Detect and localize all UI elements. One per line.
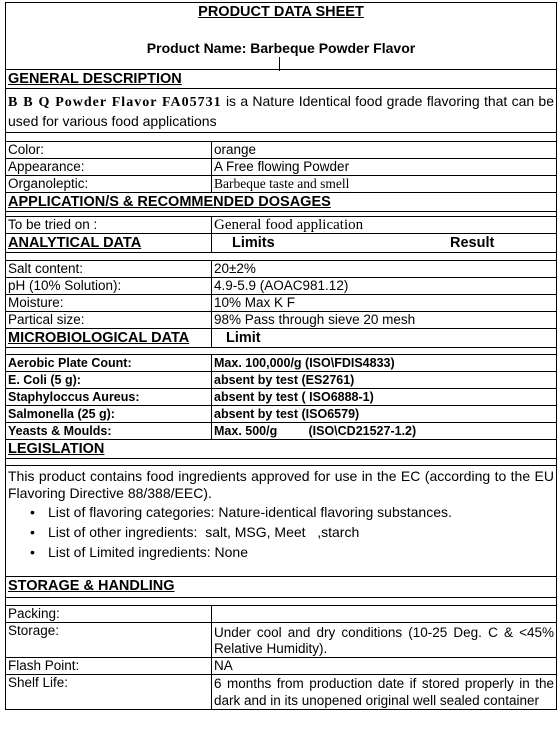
table-row — [6, 623, 557, 658]
row-label: Color: — [6, 142, 212, 159]
table-row — [6, 261, 557, 278]
row-value: Max. 500/g (ISO\CD21527-1.2) — [212, 423, 557, 440]
legislation-row — [6, 466, 557, 577]
row-label: pH (10% Solution): — [6, 278, 212, 295]
row-label: Partical size: — [6, 312, 212, 329]
general-description-text: is a Nature Identical food grade flavoring that can be used for various food applications — [8, 93, 554, 129]
row-label: Yeasts & Moulds: — [6, 423, 212, 440]
legislation-list — [8, 502, 554, 562]
section-heading-analytical: ANALYTICAL DATA — [6, 234, 212, 253]
row-value: General food application — [212, 217, 557, 234]
section-general-heading-row — [6, 70, 557, 89]
spacer-row — [6, 253, 557, 261]
section-heading-legislation: LEGISLATION — [6, 440, 557, 459]
product-data-sheet — [5, 2, 557, 710]
row-label: Salt content: — [6, 261, 212, 278]
row-label: Salmonella (25 g): — [6, 406, 212, 423]
data-sheet-table — [5, 2, 557, 710]
table-row — [6, 278, 557, 295]
table-row — [6, 389, 557, 406]
row-value: absent by test ( ISO6888-1) — [212, 389, 557, 406]
section-application-heading-row — [6, 193, 557, 212]
spacer-row — [6, 348, 557, 355]
spacer-row — [6, 459, 557, 466]
header-row — [6, 3, 557, 70]
product-name: Product Name: Barbeque Powder Flavor — [146, 40, 416, 56]
table-row — [6, 355, 557, 372]
row-value: Max. 100,000/g (ISO\FDIS4833) — [212, 355, 557, 372]
row-label: Shelf Life: — [6, 675, 212, 710]
row-label: Moisture: — [6, 295, 212, 312]
section-heading-micro: MICROBIOLOGICAL DATA — [6, 329, 212, 348]
section-heading-general: GENERAL DESCRIPTION — [6, 70, 557, 89]
list-item: • List of other ingredients: salt, MSG, Meet ,starch — [48, 522, 554, 542]
table-row — [6, 295, 557, 312]
table-row — [6, 159, 557, 176]
row-value: Under cool and dry conditions (10-25 Deg. C & <45% Relative Humidity). — [212, 623, 557, 658]
section-heading-application: APPLICATION/S & RECOMMENDED DOSAGES — [6, 193, 557, 212]
section-legislation-heading-row — [6, 440, 557, 459]
table-row — [6, 406, 557, 423]
row-value: 98% Pass through sieve 20 mesh — [212, 312, 557, 329]
row-label: Aerobic Plate Count: — [6, 355, 212, 372]
table-row — [6, 142, 557, 159]
row-value: 10% Max K F — [212, 295, 557, 312]
row-value: absent by test (ES2761) — [212, 372, 557, 389]
row-value: A Free flowing Powder — [212, 159, 557, 176]
row-value — [212, 606, 557, 623]
general-spacer-row — [6, 133, 557, 142]
list-item: • List of flavoring categories: Nature-identical flavoring substances. — [48, 502, 554, 522]
column-header-limit: Limit — [226, 330, 261, 346]
table-row — [6, 372, 557, 389]
sheet-title: PRODUCT DATA SHEET — [198, 4, 364, 20]
table-row — [6, 312, 557, 329]
row-label: Flash Point: — [6, 658, 212, 675]
row-value: absent by test (ISO6579) — [212, 406, 557, 423]
list-item: • List of Limited ingredients: None — [48, 542, 554, 562]
row-value: 6 months from production date if stored properly in the dark and in its unopened original well sealed container — [212, 675, 557, 710]
section-storage-heading-row — [6, 577, 557, 598]
row-label: Packing: — [6, 606, 212, 623]
row-value: 20±2% — [212, 261, 557, 278]
column-header-limits: Limits — [232, 235, 275, 251]
row-value: Barbeque taste and smell — [212, 176, 557, 193]
row-label: Appearance: — [6, 159, 212, 176]
table-row — [6, 658, 557, 675]
section-heading-storage: STORAGE & HANDLING — [6, 577, 557, 598]
table-row — [6, 423, 557, 440]
text-cursor — [279, 57, 280, 71]
table-row — [6, 176, 557, 193]
column-header-result: Result — [450, 235, 495, 251]
legislation-text: This product contains food ingredients approved for use in the EC (according to the EU Flavoring Directive 88/388/EEC). — [8, 468, 554, 501]
row-value: orange — [212, 142, 557, 159]
product-code: B B Q Powder Flavor FA05731 — [8, 95, 222, 110]
general-description-row — [6, 89, 557, 133]
spacer-row — [6, 598, 557, 606]
row-label: E. Coli (5 g): — [6, 372, 212, 389]
table-row — [6, 217, 557, 234]
row-label: Staphyloccus Aureus: — [6, 389, 212, 406]
row-label: Organoleptic: — [6, 176, 212, 193]
section-analytical-heading-row — [6, 234, 557, 253]
section-micro-heading-row — [6, 329, 557, 348]
row-value: 4.9-5.9 (AOAC981.12) — [212, 278, 557, 295]
row-label: Storage: — [6, 623, 212, 658]
table-row — [6, 675, 557, 710]
row-value: NA — [212, 658, 557, 675]
table-row — [6, 606, 557, 623]
row-label: To be tried on : — [6, 217, 212, 234]
